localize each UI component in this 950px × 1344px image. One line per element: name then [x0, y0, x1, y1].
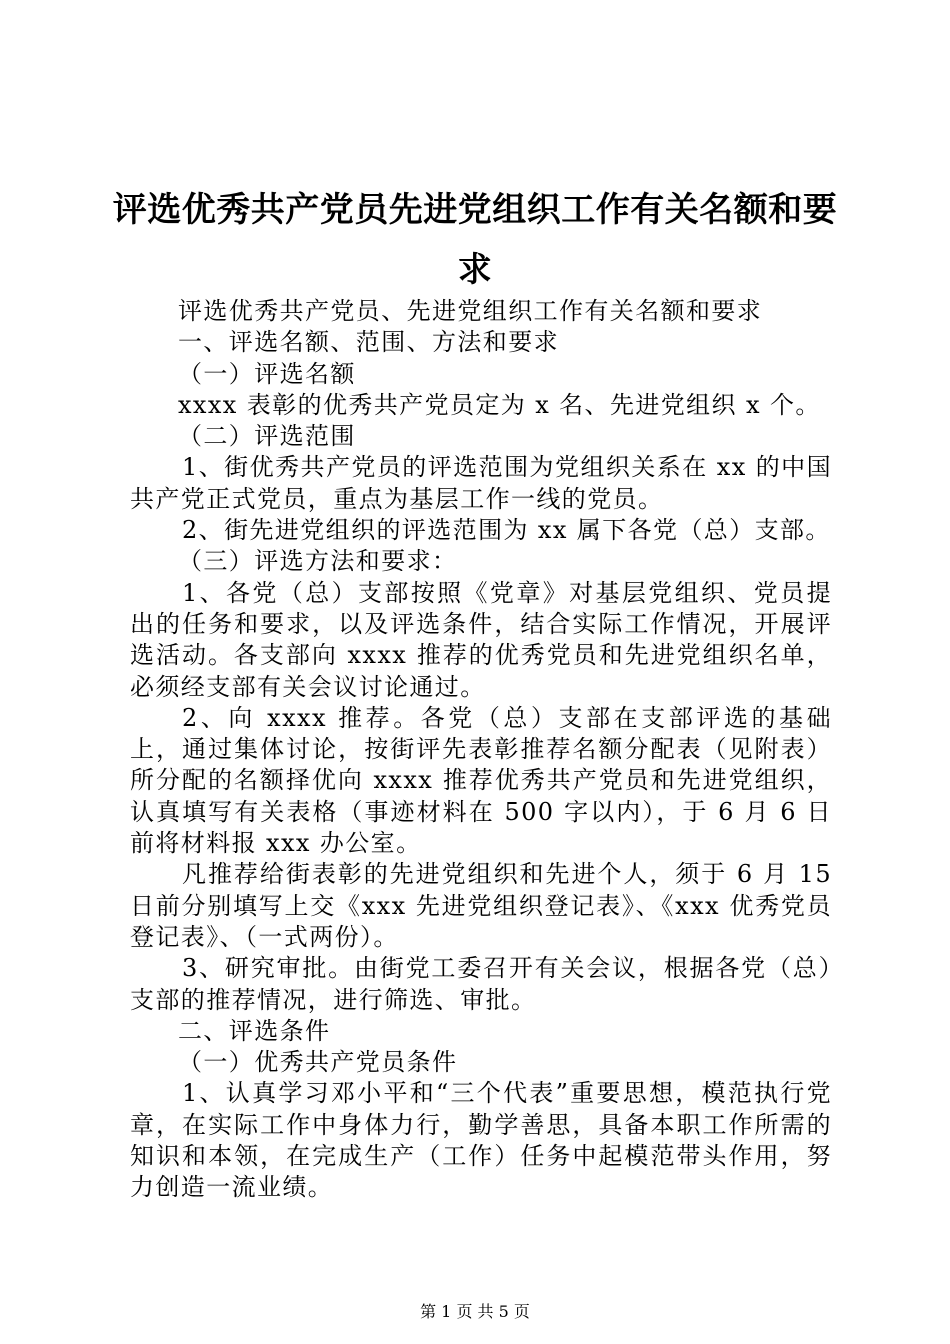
paragraph-intro: 评选优秀共产党员、先进党组织工作有关名额和要求	[178, 297, 763, 325]
paragraph-scope-1: 1、街优秀共产党员的评选范围为党组织关系在 xx 的中国共产党正式党员，重点为基层工作一线的党员。	[130, 453, 832, 513]
paragraph-quota: xxxx 表彰的优秀共产党员定为 x 名、先进党组织 x 个。	[178, 390, 821, 419]
subheading-method: （三）评选方法和要求：	[178, 547, 458, 576]
subheading-quota: （一）评选名额	[178, 359, 356, 388]
subheading-member-criteria: （一）优秀共产党员条件	[178, 1048, 458, 1077]
heading-section-2: 二、评选条件	[178, 1016, 331, 1045]
paragraph-method-note: 凡推荐给街表彰的先进党组织和先进个人，须于 6 月 15 日前分别填写上交《xxx 先进党组织登记表》、《xxx 优秀党员登记表》、（一式两份）。	[130, 860, 832, 951]
document-body	[130, 296, 832, 1204]
paragraph-method-2: 2、向 xxxx 推荐。各党（总）支部在支部评选的基础上，通过集体讨论，按街评先表彰推荐名额分配表（见附表）所分配的名额择优向 xxxx 推荐优秀共产党员和先进党组织，认真填写有关表格（事迹材料在 500 字以内），于 6 月 6 日前将材料报 xxx 办公室。	[130, 703, 832, 858]
paragraph-scope-2: 2、街先进党组织的评选范围为 xx 属下各党（总）支部。	[182, 516, 831, 545]
document-title: 评选优秀共产党员先进党组织工作有关名额和要求	[112, 190, 838, 290]
paragraph-criteria-1: 1、认真学习邓小平和“三个代表”重要思想，模范执行党章，在实际工作中身体力行，勤学善思，具备本职工作所需的知识和本领，在完成生产（工作）任务中起模范带头作用，努力创造一流业绩。	[130, 1079, 832, 1202]
paragraph-method-3: 3、研究审批。由街党工委召开有关会议，根据各党（总）支部的推荐情况，进行筛选、审批。	[130, 954, 832, 1014]
heading-section-1: 一、评选名额、范围、方法和要求	[178, 328, 559, 357]
page-footer: 第 1 页 共 5 页	[420, 1302, 530, 1321]
paragraph-method-1: 1、各党（总）支部按照《党章》对基层党组织、党员提出的任务和要求，以及评选条件，结合实际工作情况，开展评选活动。各支部向 xxxx 推荐的优秀党员和先进党组织名单，必须经支部有关会议讨论通过。	[130, 578, 832, 701]
subheading-scope: （二）评选范围	[178, 422, 356, 451]
